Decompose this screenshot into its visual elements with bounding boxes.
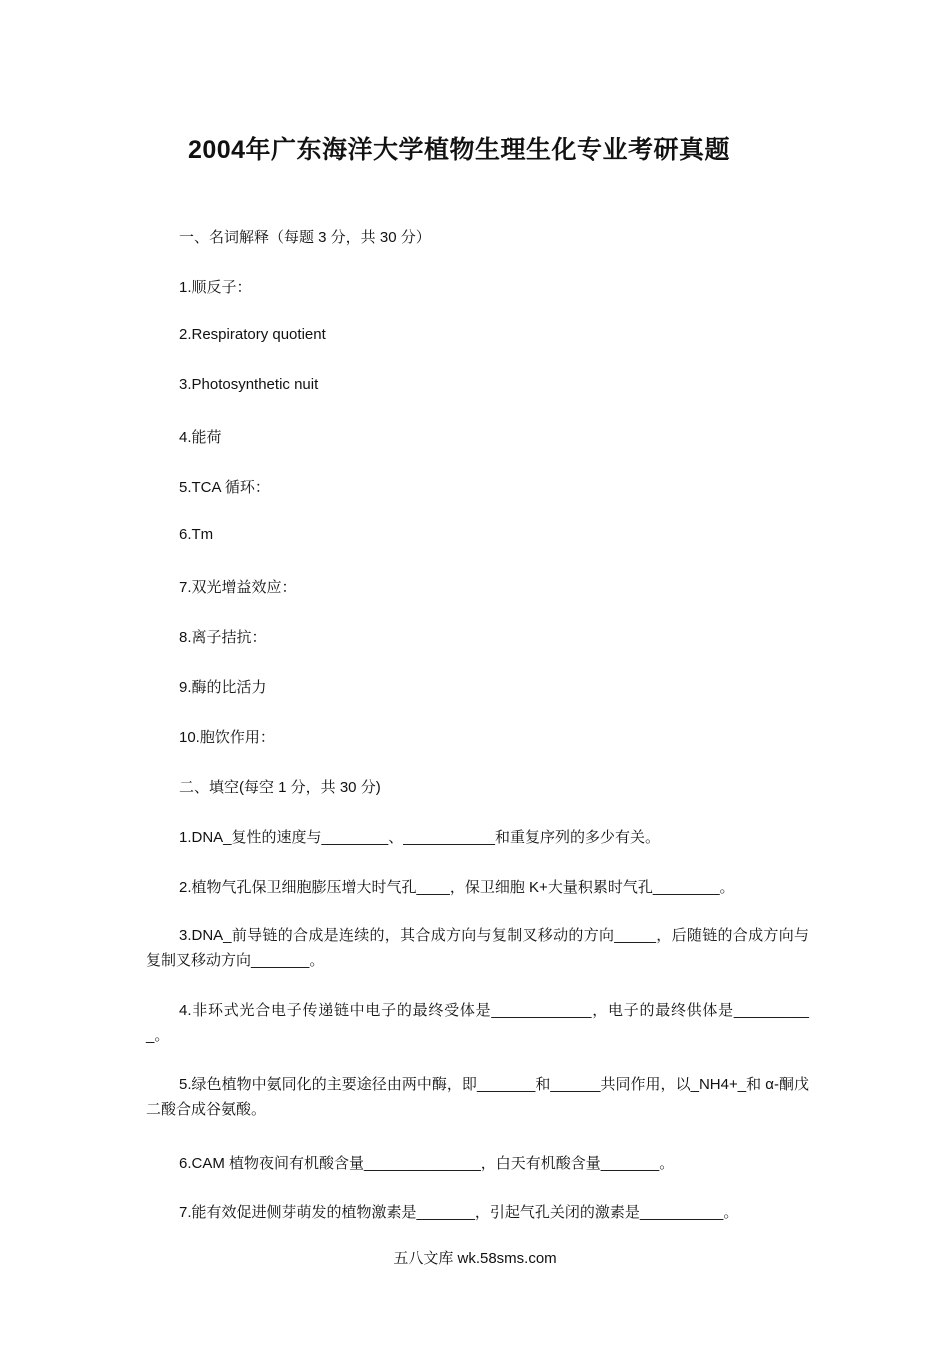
fill-blank-item: 2.植物气孔保卫细胞膨压增大时气孔____，保卫细胞 K+大量积累时气孔________。 (179, 879, 735, 896)
definition-item: 3.Photosynthetic nuit (179, 376, 319, 393)
definition-item: 4.能荷 (179, 429, 222, 446)
definition-item: 9.酶的比活力 (179, 679, 267, 696)
definition-item: 8.离子拮抗： (179, 629, 267, 646)
definition-item: 2.Respiratory quotient (179, 326, 326, 343)
document-title: 2004年广东海洋大学植物生理生化专业考研真题 (187, 136, 731, 164)
footer-watermark: 五八文库 wk.58sms.com (393, 1250, 557, 1267)
definition-item: 1.顺反子： (179, 279, 252, 296)
fill-blank-item: 3.DNA_前导链的合成是连续的，其合成方向与复制叉移动的方向_____，后随链的合成方向与复制叉移动方向_______。 (146, 927, 809, 969)
section-heading-definitions: 一、名词解释（每题 3 分，共 30 分） (179, 229, 431, 246)
section-heading-fill-blanks: 二、填空(每空 1 分，共 30 分) (179, 779, 381, 796)
definition-item: 5.TCA 循环： (179, 479, 270, 496)
fill-blank-item: 7.能有效促进侧芽萌发的植物激素是_______，引起气孔关闭的激素是__________。 (179, 1204, 739, 1221)
fill-blank-item: 4.非环式光合电子传递链中电子的最终受体是____________，电子的最终供体是__________。 (146, 1002, 809, 1044)
fill-blank-item: 5.绿色植物中氨同化的主要途径由两中酶，即_______和______共同作用，以_NH4+_和 α-酮戊二酸合成谷氨酸。 (146, 1076, 809, 1118)
definition-item: 7.双光增益效应： (179, 579, 297, 596)
definition-item: 6.Tm (179, 526, 214, 543)
fill-blank-item: 6.CAM 植物夜间有机酸含量______________，白天有机酸含量_______。 (179, 1155, 675, 1172)
definition-item: 10.胞饮作用： (179, 729, 275, 746)
fill-blank-item: 1.DNA_复性的速度与________、___________和重复序列的多少有关。 (179, 829, 661, 846)
